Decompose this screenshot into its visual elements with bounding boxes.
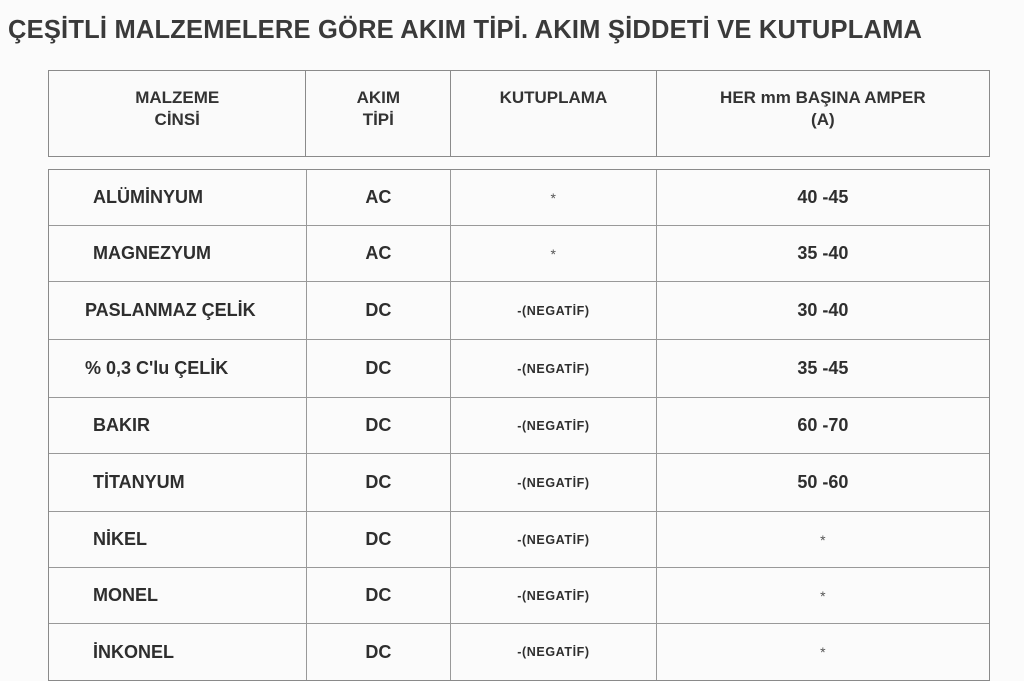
table-row xyxy=(49,624,989,680)
cell-material: NİKEL xyxy=(49,512,307,567)
header-material-line2: CİNSİ xyxy=(154,110,200,129)
table-row xyxy=(49,340,989,398)
cell-polarity: -(NEGATİF) xyxy=(451,282,657,339)
cell-polarity: -(NEGATİF) xyxy=(451,512,657,567)
header-polarity-line1: KUTUPLAMA xyxy=(499,88,608,107)
cell-current-type: AC xyxy=(307,226,452,281)
cell-material: İNKONEL xyxy=(49,624,307,680)
header-material-line1: MALZEME xyxy=(135,88,220,107)
cell-material: BAKIR xyxy=(49,398,307,453)
cell-current-type: DC xyxy=(307,282,452,339)
cell-ampere: 30 -40 xyxy=(797,300,849,320)
cell-polarity: -(NEGATİF) xyxy=(451,568,657,623)
header-ampere xyxy=(657,71,989,156)
header-ampere-line2: (A) xyxy=(811,110,835,129)
cell-material: % 0,3 C'lu ÇELİK xyxy=(49,340,307,397)
cell-ampere: 35 -45 xyxy=(797,358,849,378)
cell-ampere: 35 -40 xyxy=(797,243,849,263)
table-row xyxy=(49,282,989,340)
cell-polarity: * xyxy=(451,226,657,281)
header-ampere-line1: HER mm BAŞINA AMPER xyxy=(720,88,926,107)
cell-ampere: 60 -70 xyxy=(797,415,849,435)
cell-ampere: * xyxy=(820,644,826,660)
header-current-line1: AKIM xyxy=(356,88,401,107)
page-title: ÇEŞİTLİ MALZEMELERE GÖRE AKIM TİPİ. AKIM ŞİDDETİ VE KUTUPLAMA xyxy=(8,16,923,44)
cell-material: MONEL xyxy=(49,568,307,623)
header-material xyxy=(49,71,306,156)
table-row xyxy=(49,454,989,512)
cell-current-type: AC xyxy=(307,170,452,225)
table-row xyxy=(49,398,989,454)
cell-material: ALÜMİNYUM xyxy=(49,170,307,225)
cell-polarity: -(NEGATİF) xyxy=(451,624,657,680)
table-row xyxy=(49,512,989,568)
cell-ampere: 40 -45 xyxy=(797,187,849,207)
cell-material: PASLANMAZ ÇELİK xyxy=(49,282,307,339)
cell-current-type: DC xyxy=(307,512,452,567)
table-body xyxy=(48,169,990,681)
table-row xyxy=(49,568,989,624)
cell-polarity: -(NEGATİF) xyxy=(451,454,657,511)
cell-material: MAGNEZYUM xyxy=(49,226,307,281)
cell-current-type: DC xyxy=(307,568,452,623)
cell-polarity: -(NEGATİF) xyxy=(451,398,657,453)
cell-polarity: * xyxy=(451,170,657,225)
cell-ampere: 50 -60 xyxy=(797,472,849,492)
header-polarity xyxy=(451,71,657,156)
header-current-line2: TİPİ xyxy=(362,110,394,129)
cell-ampere: * xyxy=(820,531,826,548)
table-header xyxy=(48,70,990,157)
cell-polarity: -(NEGATİF) xyxy=(451,340,657,397)
table-row xyxy=(49,226,989,282)
cell-material: TİTANYUM xyxy=(49,454,307,511)
cell-current-type: DC xyxy=(307,398,452,453)
table-row xyxy=(49,170,989,226)
cell-current-type: DC xyxy=(307,624,452,680)
cell-current-type: DC xyxy=(307,340,452,397)
cell-current-type: DC xyxy=(307,454,452,511)
data-table xyxy=(48,70,990,681)
cell-ampere: * xyxy=(820,587,826,604)
header-current-type xyxy=(306,71,451,156)
